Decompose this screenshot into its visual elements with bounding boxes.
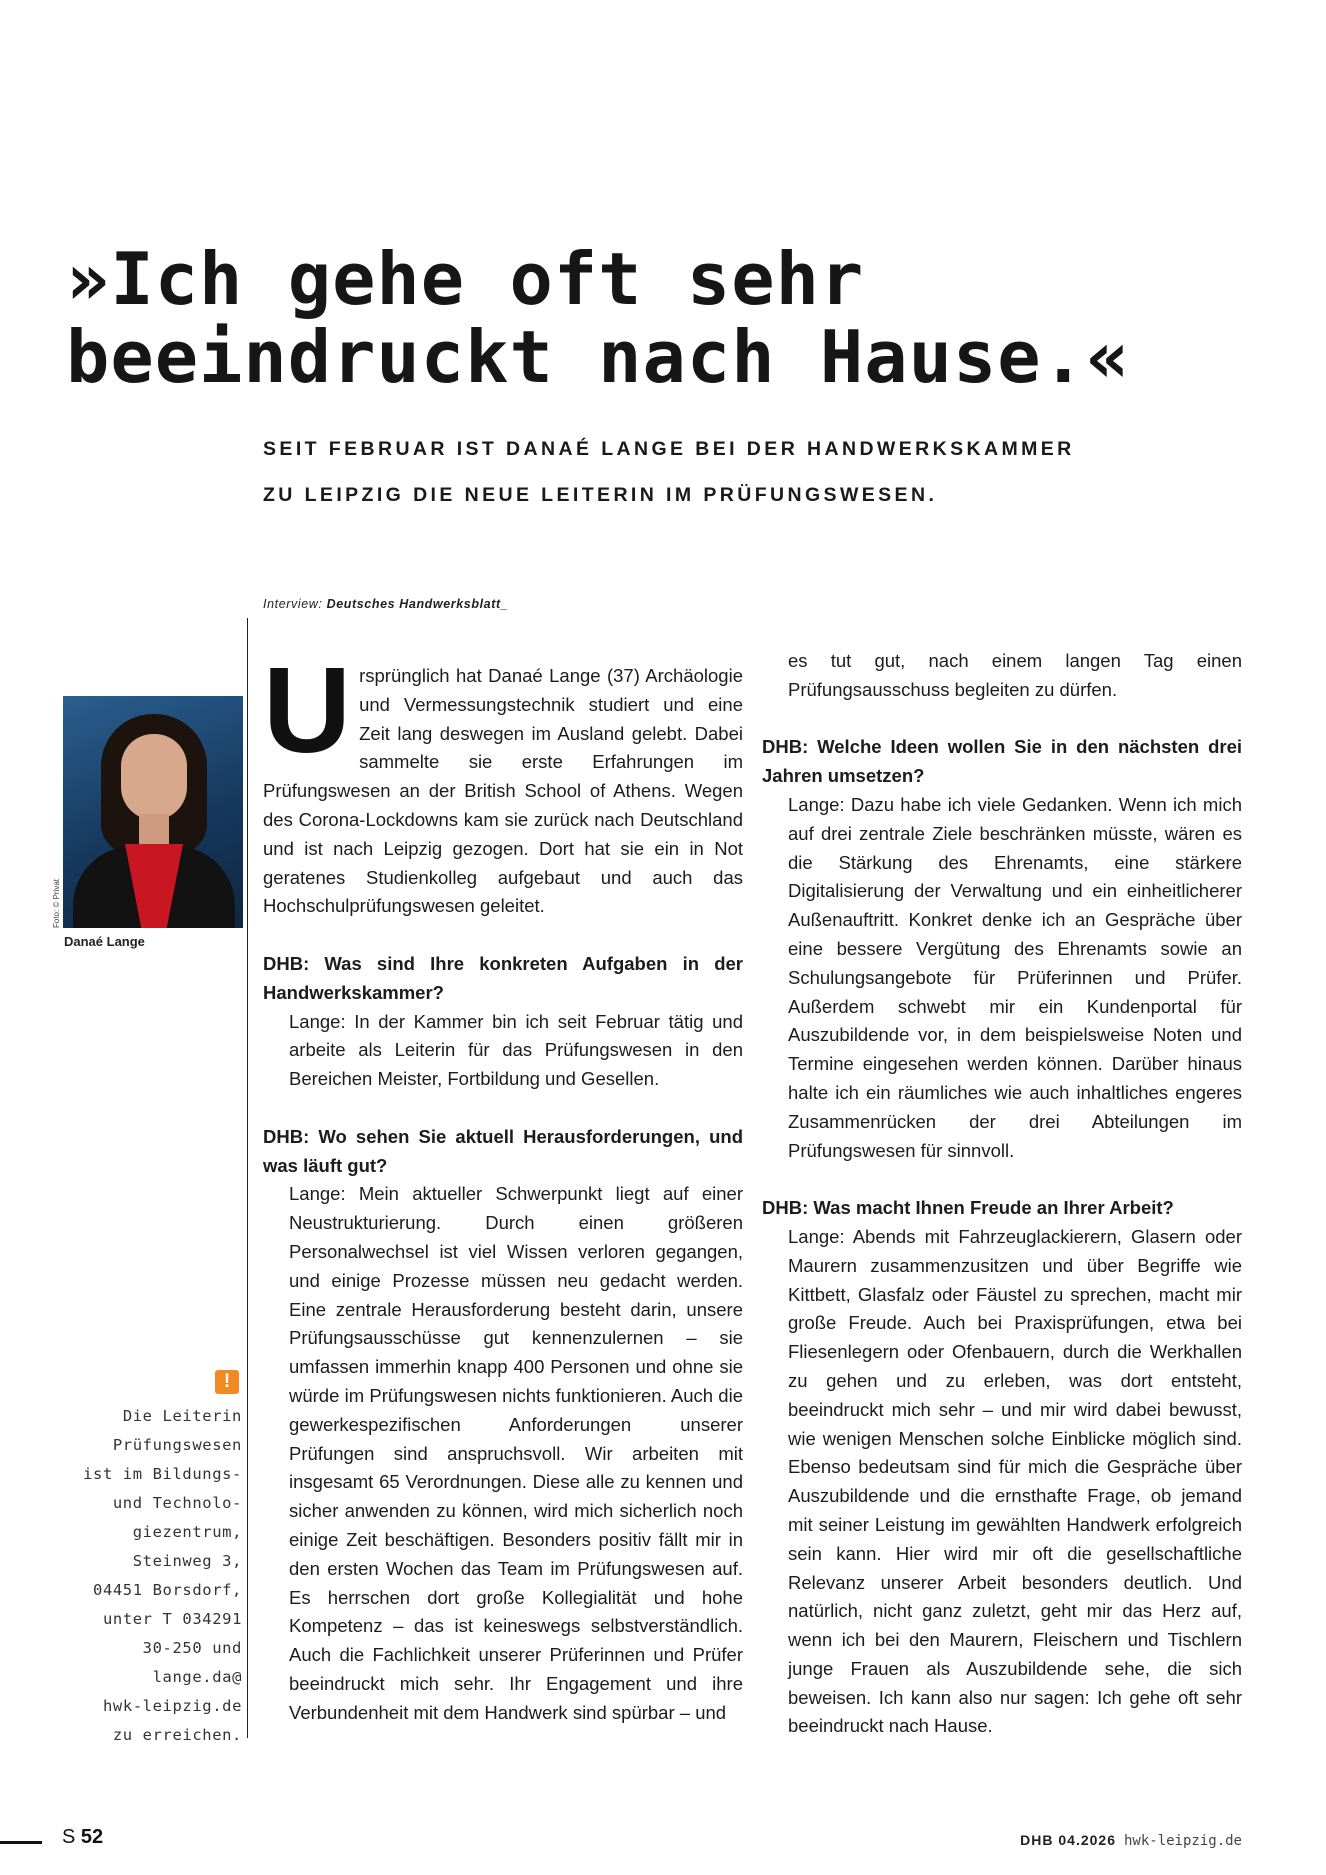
sidenote-line: und Technolo- <box>112 1494 242 1512</box>
photo-credit: Foto: © Privat <box>52 878 61 928</box>
sidenote-line: unter T 034291 <box>102 1610 242 1628</box>
contact-sidenote <box>60 1402 242 1750</box>
interview-credit <box>263 597 508 611</box>
sidenote-line: 04451 Borsdorf, <box>93 1581 242 1599</box>
credit-author: Deutsches Handwerksblatt_ <box>326 597 509 611</box>
sidenote-line: hwk-leipzig.de <box>102 1697 242 1715</box>
sidenote-line: lange.da@ <box>152 1668 242 1686</box>
answer-1: Lange: In der Kammer bin ich seit Februar tätig und arbeite als Leiterin für das Prüfungswesen in den Bereichen Meister, Fortbildung und Gesellen. <box>289 1010 743 1090</box>
dropcap: U <box>263 642 350 778</box>
sidenote-line: ist im Bildungs- <box>83 1465 242 1483</box>
question-3: DHB: Welche Ideen wollen Sie in den nächsten drei Jahren umsetzen? <box>762 736 1242 787</box>
headline-line-2: beeindruckt nach Hause.« <box>66 315 1131 399</box>
article-column-right <box>762 647 1242 1741</box>
issue-label: DHB 04.2026 <box>1020 1832 1116 1848</box>
sidenote-line: zu erreichen. <box>112 1726 242 1744</box>
footer-rule <box>0 1841 42 1844</box>
website-link[interactable]: hwk-leipzig.de <box>1123 1833 1242 1849</box>
lead-line-1: SEIT FEBRUAR IST DANAÉ LANGE BEI DER HANDWERKSKAMMER <box>263 438 1075 460</box>
footer-info <box>1020 1832 1242 1849</box>
credit-prefix: Interview: <box>263 597 327 611</box>
question-4: DHB: Was macht Ihnen Freude an Ihrer Arbeit? <box>762 1197 1174 1219</box>
column-divider <box>247 618 248 1738</box>
question-1: DHB: Was sind Ihre konkreten Aufgaben in der Handwerkskammer? <box>263 952 743 1003</box>
lead-line-2: ZU LEIPZIG DIE NEUE LEITERIN IM PRÜFUNGSWESEN. <box>263 484 938 506</box>
intro-paragraph: Ursprünglich hat Danaé Lange (37) Archäologie und Vermessungstechnik studiert und eine Zeit lang deswegen im Ausland gelebt. Dabei sammelte sie erste Erfahrungen im Prüfungswesen an der British School of Athens. Wegen des Corona-Lockdowns kam sie zurück nach Deutschland und ist nach Leipzig gezogen. Dort hat sie ein in Not geratenes Studienkolleg aufgebaut und auch das Hochschulprüfungswesen geleitet. <box>263 642 743 917</box>
sidenote-line: 30-250 und <box>142 1639 242 1657</box>
photo-caption: Danaé Lange <box>64 934 145 949</box>
exclamation-icon: ! <box>215 1370 239 1394</box>
headline-line-1: »Ich gehe oft sehr <box>66 237 865 321</box>
answer-3: Lange: Dazu habe ich viele Gedanken. Wenn ich mich auf drei zentrale Ziele beschränken müsste, wären es die Stärkung des Ehrenamts, eine stärkere Digitalisierung der Verwaltung und ein einheitlicherer Außenauftritt. Konkret denke ich an Gespräche über eine bessere Vergütung des Ehrenamts sowie an Schulungsangebote für Prüferinnen und Prüfer. Außerdem schwebt mir ein Kundenportal für Auszubildende vor, in dem beispielsweise Noten und Termine eingesehen werden können. Darüber hinaus halte ich ein räumliches wie auch inhaltliches engeres Zusammenrücken der drei Abteilungen im Prüfungswesen für sinnvoll. <box>788 793 1242 1161</box>
answer-2: Lange: Mein aktueller Schwerpunkt liegt auf einer Neustrukturierung. Durch einen größeren Personalwechsel ist viel Wissen verloren gegangen, und einige Prozesse müssen neu gedacht werden. Eine zentrale Herausforderung besteht darin, unsere Prüfungsausschüsse gut kennenzulernen – sie umfassen immerhin knapp 400 Personen und ohne sie würde im Prüfungswesen nichts funktionieren. Auch die gewerkespezifischen Anforderungen unserer Prüfungen sind anspruchsvoll. Wir arbeiten mit insgesamt 65 Verordnungen. Diese alle zu kennen und sicher anwenden zu können, wird mich sicherlich noch einige Zeit beschäftigen. Besonders positiv fällt mir in den ersten Wochen das Team im Prüfungswesen auf. Es herrschen dort große Kollegialität und hohe Kompetenz – das ist keineswegs selbstverständlich. Auch die Fachlichkeit unserer Prüferinnen und Prüfer beeindruckt mich sehr. Ihr Engagement und ihre Verbundenheit mit dem Handwerk sind spürbar – und <box>289 1183 743 1723</box>
page-number: S 52 <box>62 1826 104 1848</box>
sidenote-line: Die Leiterin <box>122 1407 242 1425</box>
article-column-left <box>263 642 743 1727</box>
portrait-photo <box>63 696 243 928</box>
sidenote-line: Steinweg 3, <box>132 1552 242 1570</box>
answer-2-continued: es tut gut, nach einem langen Tag einen Prüfungsausschuss begleiten zu dürfen. <box>788 650 1242 700</box>
answer-4: Lange: Abends mit Fahrzeuglackierern, Glasern oder Maurern zusammenzusitzen und über Begriffe wie Kittbett, Glasfalz oder Fäustel zu sprechen, macht mir große Freude. Auch bei Praxisprüfungen, etwa bei Fliesenlegern oder Ofenbauern, durch die Werkhallen zu gehen und zu erleben, was dort entsteht, beeindruckt mich sehr – und mir wird dabei bewusst, wie wenigen Menschen solche Einblicke möglich sind. Ebenso bedeutsam sind für mich die Gespräche über Auszubildende und die ernsthafte Frage, ob jemand mit seiner Leistung im gewählten Handwerk erfolgreich sein kann. Hier wird mir oft die gesellschaftliche Relevanz unserer Arbeit besonders deutlich. Und natürlich, nicht ganz zuletzt, geht mir das Herz auf, wenn ich bei den Maurern, Fleischern und Tischlern junge Frauen als Auszubildende sehe, die sich beweisen. Ich kann also nur sagen: Ich gehe oft sehr beeindruckt nach Hause. <box>788 1225 1242 1737</box>
headline <box>66 237 1266 399</box>
lead-text <box>263 426 1083 518</box>
sidenote-line: giezentrum, <box>132 1523 242 1541</box>
question-2: DHB: Wo sehen Sie aktuell Herausforderungen, und was läuft gut? <box>263 1125 743 1176</box>
sidenote-line: Prüfungswesen <box>112 1436 242 1454</box>
